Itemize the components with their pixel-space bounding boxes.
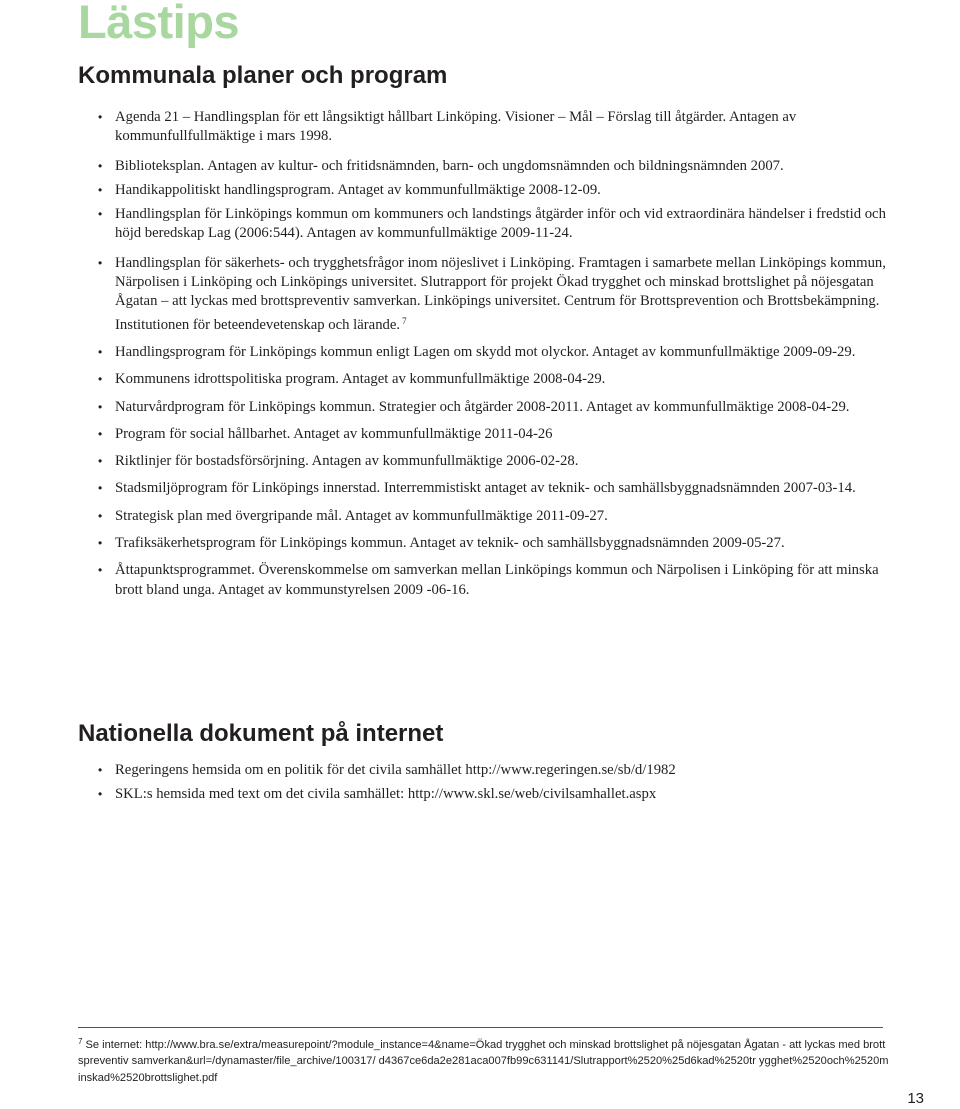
list-item-text: Riktlinjer för bostadsförsörjning. Antagen av kommunfullmäktige 2006-02-28. <box>115 453 579 470</box>
list-item <box>98 370 898 389</box>
list-item <box>98 181 898 200</box>
list-item-text: Regeringens hemsida om en politik för det civila samhället http://www.regeringen.se/sb/d/1982 <box>115 762 676 778</box>
list-item-text: Naturvårdprogram för Linköpings kommun. Strategier och åtgärder 2008-2011. Antaget av kommunfullmäktige 2008-04-29. <box>115 398 850 415</box>
list-item <box>98 561 898 600</box>
list-item <box>98 507 898 526</box>
list-item-text: Handlingsprogram för Linköpings kommun enligt Lagen om skydd mot olyckor. Antaget av kommunfullmäktige 2009-09-29. <box>115 343 856 360</box>
list-item <box>98 761 898 780</box>
list-item <box>98 425 898 444</box>
section-heading-national-documents: Nationella dokument på internet <box>78 720 444 747</box>
page-title: Lästips <box>78 0 240 48</box>
national-documents-list <box>98 761 898 805</box>
list-item <box>98 479 898 498</box>
list-item <box>98 205 898 244</box>
list-item-text: Handlingsplan för Linköpings kommun om kommuners och landstings åtgärder inför och vid extraordinära händelser i fredstid och höjd beredskap Lag (2006:544). Antagen av kommunfullmäktige 2009-11-24. <box>115 206 886 242</box>
list-item <box>98 343 898 362</box>
list-item-text: Trafiksäkerhetsprogram för Linköpings kommun. Antaget av teknik- och samhällsbyggnadsnämnden 2009-05-27. <box>115 535 785 552</box>
list-item-text: SKL:s hemsida med text om det civila samhället: http://www.skl.se/web/civilsamhallet.aspx <box>115 786 657 803</box>
list-item <box>98 534 898 553</box>
list-item <box>98 157 898 176</box>
list-item-text: Stadsmiljöprogram för Linköpings innerstad. Interremmistiskt antaget av teknik- och samhällsbyggnadsnämnden 2007-03-14. <box>115 480 856 497</box>
list-item <box>98 452 898 471</box>
page-number: 13 <box>907 1090 924 1107</box>
list-item-text: Handikappolitiskt handlingsprogram. Antaget av kommunfullmäktige 2008-12-09. <box>115 181 601 198</box>
list-item-text: Strategisk plan med övergripande mål. Antaget av kommunfullmäktige 2011-09-27. <box>115 507 608 524</box>
list-item-text: Program för social hållbarhet. Antaget av kommunfullmäktige 2011-04-26 <box>115 425 553 442</box>
municipal-plans-list <box>98 108 898 600</box>
list-item-text: Handlingsplan för säkerhets- och trygghetsfrågor inom nöjeslivet i Linköping. Framtagen i samarbete mellan Linköpings kommun, Närpolisen i Linköping och Linköpings universitet. Slutrapport för projekt Ökad trygghet och minskad brottslighet på nöjesgatan Ågatan – att lyckas med brottspreventiv samverkan. Linköpings universitet. Centrum för Brottsprevention och Brottsbekämpning. Institutionen för beteendevetenskap och lärande. <box>115 254 886 333</box>
list-item <box>98 254 898 335</box>
section-heading-municipal-plans: Kommunala planer och program <box>78 62 448 89</box>
footnote-text: Se internet: http://www.bra.se/extra/measurepoint/?module_instance=4&name=Ökad trygghet och minskad brottslighet på nöjesgatan Ågatan - att lyckas med brottspreventiv samverkan&url=/dynamaster/file_archive/100317/ d4367ce6da2e281aca007fb99c631141/Slutrapport%2520%25d6kad%2520tr ygghet%2520och%2520minskad%2520brottslighet.pdf <box>78 1039 889 1084</box>
list-item-text: Biblioteksplan. Antagen av kultur- och fritidsnämnden, barn- och ungdomsnämnden och bildningsnämnden 2007. <box>115 157 784 174</box>
list-item-text: Kommunens idrottspolitiska program. Antaget av kommunfullmäktige 2008-04-29. <box>115 371 606 388</box>
footnote-number: 7 <box>78 1037 83 1046</box>
footnote-divider <box>78 1027 883 1028</box>
list-item <box>98 108 898 147</box>
footnote-ref: 7 <box>402 315 407 326</box>
list-item <box>98 785 898 804</box>
footnote <box>78 1034 890 1086</box>
list-item <box>98 398 898 417</box>
list-item-text: Åttapunktsprogrammet. Överenskommelse om samverkan mellan Linköpings kommun och Närpolisen i Linköping för att minska brott bland unga. Antaget av kommunstyrelsen 2009 -06-16. <box>115 562 879 598</box>
list-item-text: Agenda 21 – Handlingsplan för ett långsiktigt hållbart Linköping. Visioner – Mål – Förslag till åtgärder. Antagen av kommunfullfullmäktige i mars 1998. <box>115 109 797 145</box>
